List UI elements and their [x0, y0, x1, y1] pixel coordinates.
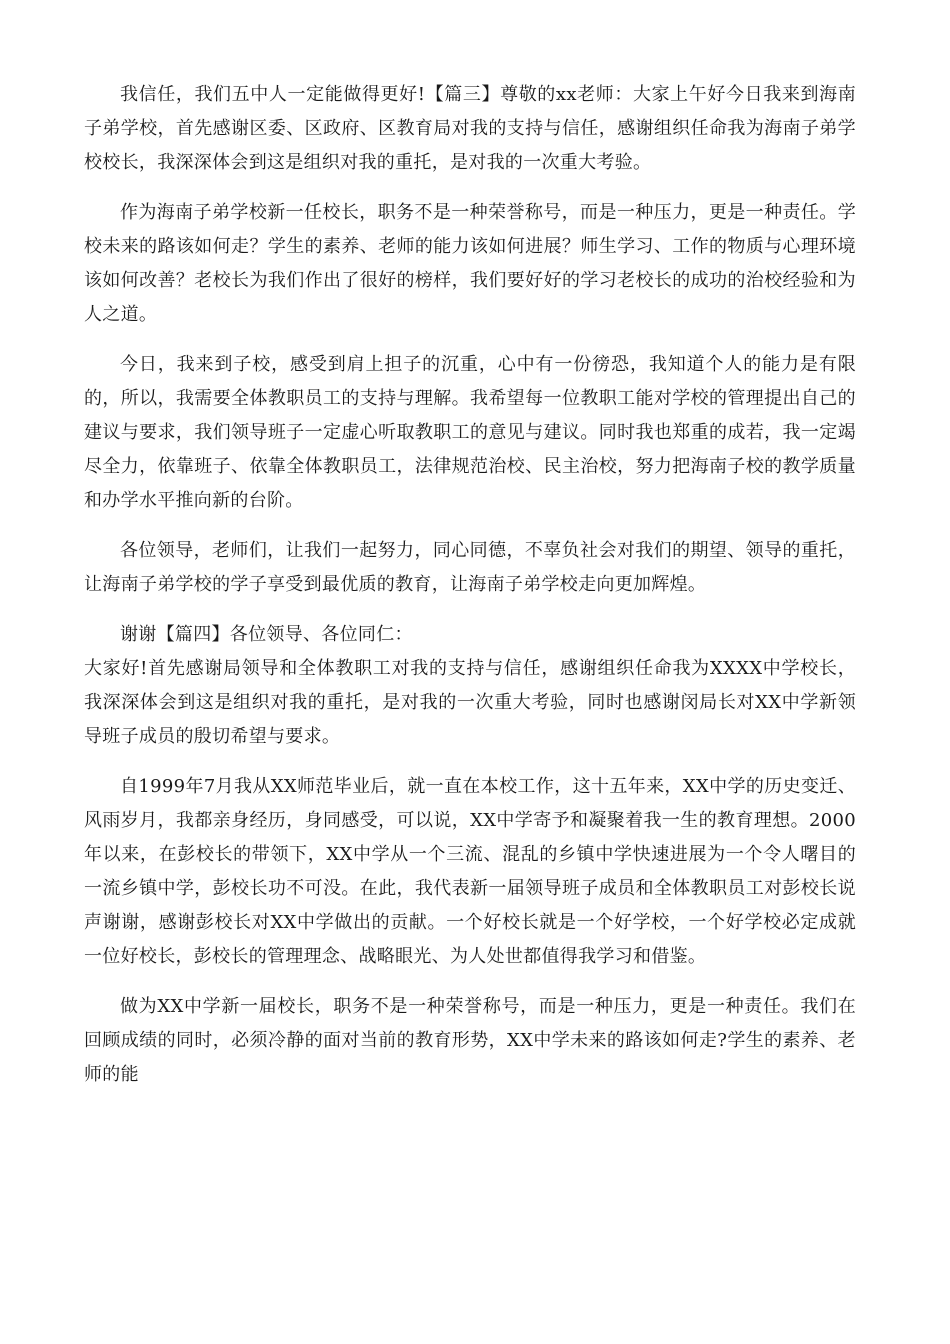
paragraph-4: 各位领导，老师们，让我们一起努力，同心同德，不辜负社会对我们的期望、领导的重托，让海南子弟学校的学子享受到最优质的教育，让海南子弟学校走向更加辉煌。: [84, 540, 856, 595]
document-page: [84, 78, 856, 1108]
paragraph-5: 谢谢【篇四】各位领导、各位同仁：: [120, 624, 413, 645]
paragraph-3: 今日，我来到子校，感受到肩上担子的沉重，心中有一份徬恐，我知道个人的能力是有限的，所以，我需要全体教职员工的支持与理解。我希望每一位教职工能对学校的管理提出自己的建议与要求，我们领导班子一定虚心听取教职工的意见与建议。同时我也郑重的成若，我一定竭尽全力，依靠班子、依靠全体教职员工，法律规范治校、民主治校，努力把海南子校的教学质量和办学水平推向新的台阶。: [84, 354, 856, 511]
paragraph-8: 做为XX中学新一届校长，职务不是一种荣誉称号，而是一种压力，更是一种责任。我们在回顾成绩的同时，必须冷静的面对当前的教育形势，XX中学未来的路该如何走?学生的素养、老师的能: [84, 996, 856, 1085]
paragraph-1: 我信任，我们五中人一定能做得更好!【篇三】尊敬的xx老师：大家上午好今日我来到海南子弟学校，首先感谢区委、区政府、区教育局对我的支持与信任，感谢组织任命我为海南子弟学校校长，我深深体会到这是组织对我的重托，是对我的一次重大考验。: [84, 84, 856, 173]
paragraph-6: 大家好!首先感谢局领导和全体教职工对我的支持与信任，感谢组织任命我为XXXX中学校长，我深深体会到这是组织对我的重托，是对我的一次重大考验，同时也感谢闵局长对XX中学新领导班子成员的殷切希望与要求。: [84, 658, 856, 747]
paragraph-2: 作为海南子弟学校新一任校长，职务不是一种荣誉称号，而是一种压力，更是一种责任。学校未来的路该如何走？学生的素养、老师的能力该如何进展？师生学习、工作的物质与心理环境该如何改善？老校长为我们作出了很好的榜样，我们要好好的学习老校长的成功的治校经验和为人之道。: [84, 202, 856, 325]
paragraph-7: 自1999年7月我从XX师范毕业后，就一直在本校工作，这十五年来，XX中学的历史变迁、风雨岁月，我都亲身经历，身同感受，可以说，XX中学寄予和凝聚着我一生的教育理想。2000年以来，在彭校长的带领下，XX中学从一个三流、混乱的乡镇中学快速进展为一个令人曙目的一流乡镇中学，彭校长功不可没。在此，我代表新一届领导班子成员和全体教职员工对彭校长说声谢谢，感谢彭校长对XX中学做出的贡献。一个好校长就是一个好学校，一个好学校必定成就一位好校长，彭校长的管理理念、战略眼光、为人处世都值得我学习和借鉴。: [84, 776, 856, 967]
